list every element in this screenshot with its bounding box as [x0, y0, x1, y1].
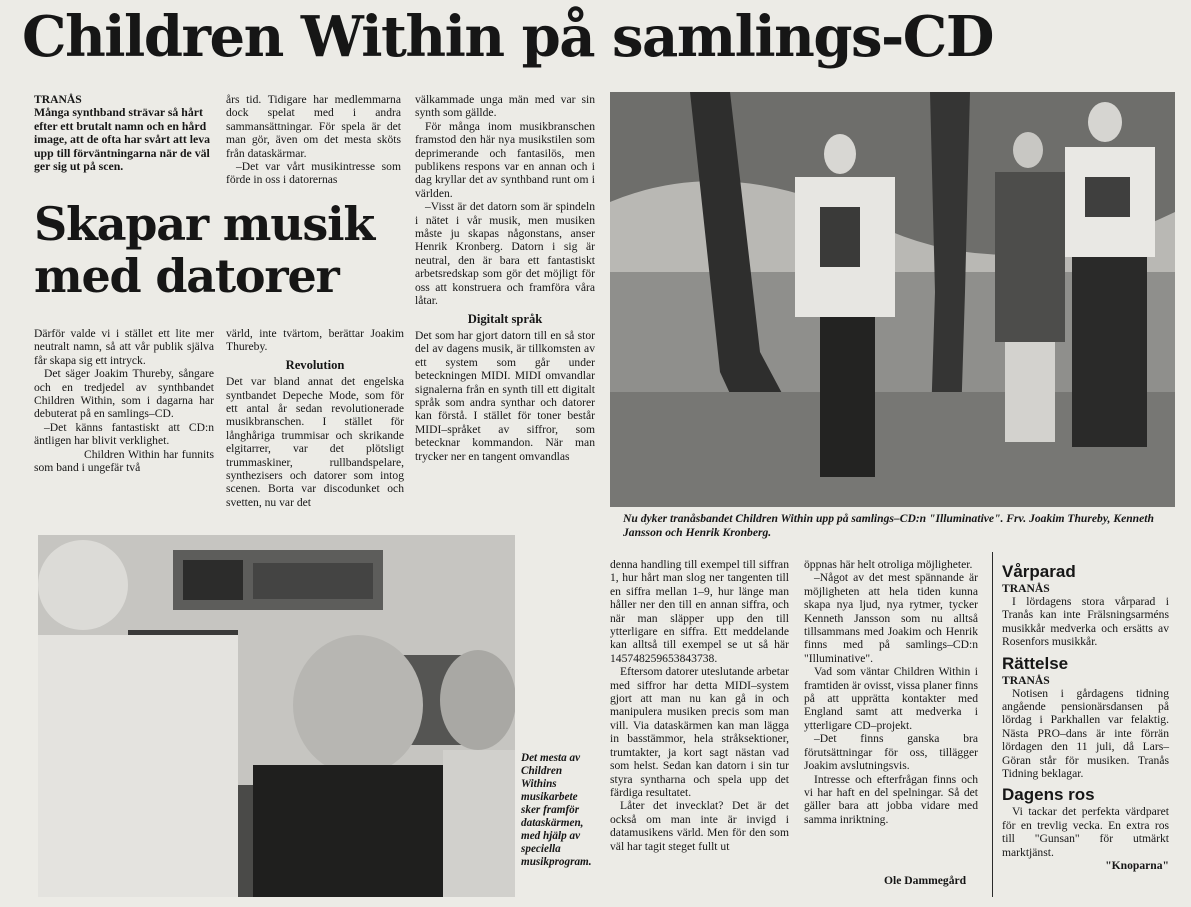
- paragraph: denna handling till exempel till siffran 1, hur hårt man slog ner tangenten till en siffra mellan 1–9, hur länge man håller ner den till en annan siffra, och när man släpper upp den till ytterligare en siffra. Ett meddelande kan alltså till exempel se ut så här 145748259653843738.: [610, 558, 789, 665]
- paragraph: Det säger Joakim Thureby, sångare och en tredjedel av synthbandet Children Within, som i dagarna har debuterat på en samlings–CD.: [34, 367, 214, 421]
- column-5: [804, 558, 978, 826]
- brief-place: TRANÅS: [1002, 673, 1050, 687]
- intro-lead: Många synthband strävar så hårt efter ett brutalt namn och en hård image, att de ofta har svårt att leva upp till förväntningarna när de väl ger sig ut på scen.: [34, 105, 211, 174]
- paragraph: –Det var vårt musikintresse som förde in oss i datorernas: [226, 160, 401, 187]
- paragraph: –Det finns ganska bra förutsättningar för oss, tillägger Joakim avslutningsvis.: [804, 732, 978, 773]
- intro-block: [34, 93, 212, 173]
- band-photo-caption: Nu dyker tranåsbandet Children Within upp på samlings–CD:n "Illuminative". Frv. Joakim Thureby, Kenneth Jansson och Henrik Kronberg.: [623, 512, 1154, 539]
- column-3: [415, 93, 595, 463]
- column-1: [34, 327, 214, 474]
- paragraph: –Visst är det datorn som är spindeln i nätet i vår musik, men musiken måste ju skapas någonstans, anser Henrik Kronberg. Datorn i sig är neutral, den är bara ett fantastiskt arbetsredskap som gör det möjligt för oss att konstruera och framföra våra låtar.: [415, 200, 595, 308]
- brief-place: TRANÅS: [1002, 582, 1050, 595]
- studio-photo-caption: Det mesta av Children Withins musikarbete sker framför dataskärmen, med hjälp av speciella musikprogram.: [521, 752, 592, 868]
- paragraph: års tid. Tidigare har medlemmarna dock spelat med i andra sammansättningar. För spela är det man gör, även om det mesta sköts från dataskärmar.: [226, 93, 401, 160]
- paragraph: välkammade unga män med var sin synth som gällde.: [415, 93, 595, 120]
- brief-text: Notisen i gårdagens tidning angående pensionärsdansen på lördag i Parkhallen var felaktig. Nästa PRO–dans är inte förrän lördagen den 11 juli, då Lars–Göran står för musiken. Tranås Tidning beklagar.: [1002, 686, 1169, 781]
- section-heading: Digitalt språk: [467, 311, 543, 326]
- paragraph: Eftersom datorer uteslutande arbetar med siffror har detta MIDI–system gjort att man nu kan gå in och manipulera musiken precis som man vill. Via dataskärmen kan man lägga in basstämmor, hela stråksektioner, trumtakter, ja kort sagt nästan vad som helst. Sedan kan datorn i sin tur styra syntharna och spela upp det färdiga resultatet.: [610, 665, 789, 799]
- paragraph: Det var bland annat det engelska syntbandet Depeche Mode, som för ett antal år sedan revolutionerade musikbranschen. I stället för långhåriga trummisar och skrikande elgitarrer, var det plötsligt trummaskiner, rullbandspelare, synthezisers och datorer som intog scenen. Borta var discodunket och svetten, nu var det: [226, 375, 404, 509]
- brief-text: Vi tackar det perfekta värdparet för en trevlig vecka. En extra ros till "Gunsan" för utmärkt marktjänst.: [1002, 805, 1169, 859]
- studio-photo: [38, 535, 515, 897]
- paragraph: värld, inte tvärtom, berättar Joakim Thureby.: [226, 327, 404, 354]
- byline: Ole Dammegård: [884, 874, 967, 887]
- brief-title: Dagens ros: [1002, 785, 1095, 805]
- studio-photo-illustration: [38, 535, 515, 897]
- paragraph: För många inom musikbranschen framstod den här nya musikstilen som deprimerande och fantasilös, men publikens respons var en annan och i dag kryllar det av synthband runt om i världen.: [415, 119, 595, 200]
- column-2-bottom: [226, 327, 404, 509]
- briefs-column: [1002, 562, 1169, 872]
- paragraph: Vad som väntar Children Within i framtiden är ovisst, vissa planer finns på att upprätta kontakter med England samt att medverka i ytterligare CD–projekt.: [804, 665, 978, 732]
- brief-signature: "Knoparna": [1105, 859, 1169, 873]
- paragraph: Det som har gjort datorn till en så stor del av dagens musik, är tillkomsten av ett system som går under beteckningen MIDI. MIDI omvandlar signalerna från en synth till ett digitalt språk som andra synthar och datorer kan förstå. I stället för toner består MIDI–språket av siffror, som betecknar kommandon. När man trycker ner en tangent omvandlas: [415, 328, 595, 463]
- paragraph: –Något av det mest spännande är möjligheten att hela tiden kunna skapa nya ljud, nya rytmer, tycker Kenneth Jansson som nu alltså tillsammans med Joakim och Henrik finns med på samlings–CD:n "Illuminative".: [804, 571, 978, 665]
- paragraph: Därför valde vi i stället ett lite mer neutralt namn, så att vår publik själva får skapa sig ett intryck.: [34, 327, 214, 367]
- intro-place: TRANÅS: [34, 93, 82, 106]
- section-heading: Revolution: [285, 357, 345, 372]
- column-2-top: [226, 93, 401, 187]
- headline: Children Within på samlings-CD: [22, 4, 993, 70]
- paragraph: Låter det invecklat? Det är det också om man inte är invigd i datamusikens värld. Men för den som väl har tagit steget fullt ut: [610, 799, 789, 853]
- brief-text: I lördagens stora vårparad i Tranås kan inte Frälsningsarméns musikkår medverka och ersätts av Rosenfors musikkår.: [1002, 595, 1169, 649]
- paragraph: Intresse och efterfrågan finns och vi har haft en del spelningar. Så det gäller bara att jobba vidare med samma inriktning.: [804, 772, 978, 826]
- paragraph: Children Within har funnits som band i ungefär två: [34, 447, 214, 475]
- brief-title: Rättelse: [1002, 653, 1069, 673]
- subhead: Skapar musik med datorer: [34, 197, 375, 303]
- brief-title: Vårparad: [1002, 562, 1076, 581]
- paragraph: öppnas här helt otroliga möjligheter.: [804, 558, 973, 571]
- band-photo-illustration: [610, 92, 1175, 507]
- column-4: [610, 558, 789, 853]
- band-photo: [610, 92, 1175, 507]
- paragraph: –Det känns fantastiskt att CD:n äntligen har blivit verklighet.: [34, 420, 214, 448]
- column-divider: [992, 552, 993, 897]
